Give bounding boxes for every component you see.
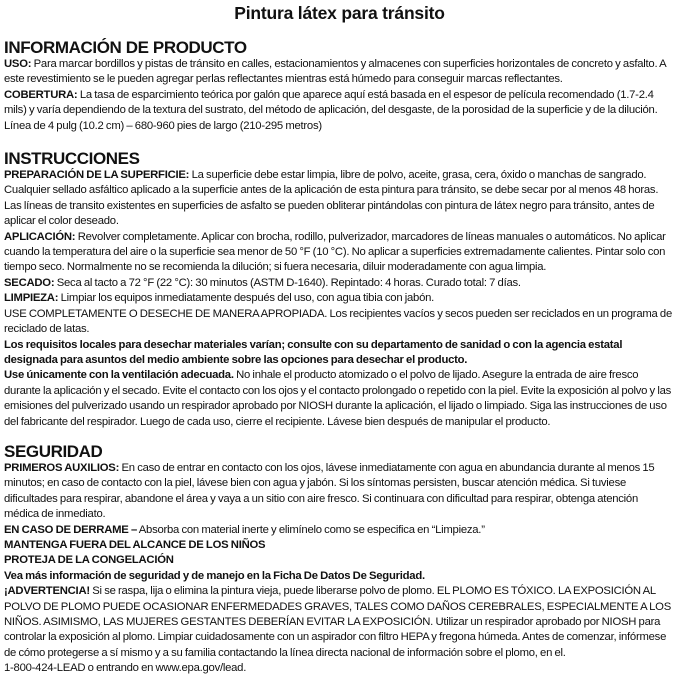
secado-label: SECADO: [4,276,55,289]
advertencia-label: ¡ADVERTENCIA! [4,585,90,598]
advertencia-paragraph [4,584,675,661]
secado-paragraph [4,276,675,291]
advertencia-text: Si se raspa, lija o elimina la pintura vieja, puede liberarse polvo de plomo. EL PLOMO ES TÓXICO. LA EXPOSICIÓN AL POLVO DE PLOMO PUEDE OCASIONAR ENFERMEDADES GRAVES, TALES COMO DAÑOS CEREBRALES, ESPECIALMENTE A LOS NIÑOS. ASIMISMO, LAS MUJERES GESTANTES DEBERÍAN EVITAR LA EXPOSICIÓN. Utilizar un respirador aprobado por NIOSH para controlar la exposición al plomo. Limpiar cuidadosamente con un aspirador con filtro HEPA y fregona húmeda. Antes de comenzar, infórmese de cómo protegerse a sí mismo y a su familia contactando la línea directa nacional de información sobre el plomo, en el. [4,585,671,659]
phone-line: 1-800-424-LEAD o entrando en www.epa.gov/lead. [4,662,247,675]
secado-text: Seca al tacto a 72 °F (22 °C): 30 minutos (ASTM D-1640). Repintado: 4 horas. Curado total: 7 días. [54,276,521,289]
auxilios-label: PRIMEROS AUXILIOS: [4,461,120,474]
use-paragraph: USE COMPLETAMENTE O DESECHE DE MANERA APROPIADA. Los recipientes vacíos y secos pueden ser reciclados en un programa de reciclado de latas. [4,307,672,336]
label-document [0,2,679,677]
aplicacion-text: Revolver completamente. Aplicar con brocha, rodillo, pulverizador, marcadores de líneas manuales o automáticos. No aplicar cuando la temperatura del aire o la superficie sea menor de 50 °F (10 °C). No aplicar a superficies extremadamente calientes. Pintar solo con tiempo seco. Normalmente no se recomienda la dilución; si fuera necesaria, diluir moderadamente con agua limpia. [4,230,666,274]
ventilacion-label: Use únicamente con la ventilación adecuada. [4,369,234,382]
document-title: Pintura látex para tránsito [234,3,445,23]
uso-paragraph [4,57,675,88]
limpieza-text: Limpiar los equipos inmediatamente después del uso, con agua tibia con jabón. [58,292,435,305]
aplicacion-label: APLICACIÓN: [4,230,76,243]
prep-text: La superficie debe estar limpia, libre de polvo, aceite, grasa, cera, óxido o manchas de sangrado. Cualquier sellado asfáltico aplicado a la superficie antes de la aplicación de esta pintura para tránsito, se debe secar por al menos 48 horas. Las líneas de transito existentes en superficies de asfalto se pueden obliterar pintándolas con pintura de látex negro para tránsito, antes de aplicar el color deseado. [4,169,659,228]
requisitos-paragraph: Los requisitos locales para desechar materiales varían; consulte con su departamento de sanidad o con la agencia estatal designada para asuntos del medio ambiente sobre las opciones para desechar el producto. [4,338,623,366]
cobertura-label: COBERTURA: [4,88,78,101]
safety-heading: SEGURIDAD [4,441,103,461]
limpieza-label: LIMPIEZA: [4,292,59,305]
uso-text: Para marcar bordillos y pistas de tránsito en calles, estacionamientos y almacenes con superficies horizontales de concreto y asfalto. A este revestimiento se le pueden agregar perlas reflectantes mientras está húmedo para conseguir marcas reflectantes. [4,58,666,86]
limpieza-paragraph [4,291,675,306]
prep-label: PREPARACIÓN DE LA SUPERFICIE: [4,169,190,182]
uso-label: USO: [4,58,32,70]
aplicacion-paragraph [4,230,675,276]
auxilios-text: En caso de entrar en contacto con los ojos, lávese inmediatamente con agua en abundancia durante al menos 15 minutos; en caso de contacto con la piel, lávese bien con agua y jabón. Si los síntomas persisten, buscar atención médica. Si tuviese dificultades para respirar, abandone el área y vaya a un sitio con aire fresco. Si continuara con dificultad para respirar, obtenga atención médica de inmediato. [4,461,655,521]
congelacion-warning: PROTEJA DE LA CONGELACIÓN [4,554,174,567]
ventilacion-text: No inhale el producto atomizado o el polvo de lijado. Asegure la entrada de aire fresco durante la aplicación y el secado. Evite el contacto con los ojos y el contacto prolongado o repetido con la piel. Evite la exposición al polvo y las emisiones del pulverizado usando un respirador aprobado por NIOSH durante la aplicación, el lijado o limpiado. Siga las instrucciones de uso del fabricante del respirador. Luego de cada uso, cierre el recipiente. Lávese bien después de manipular el producto. [4,369,672,428]
ficha-notice: Vea más información de seguridad y de manejo en la Ficha De Datos De Seguridad. [4,569,425,582]
ventilacion-paragraph [4,368,675,430]
cobertura-text: La tasa de esparcimiento teórica por galón que aparece aquí está basada en el espesor de película recomendado (1.7-2.4 mils) y varía dependiendo de la textura del sustrato, del método de aplicación, del desgaste, de la porosidad de la superficie y de la dilución. [4,88,658,117]
derrame-text: Absorba con material inerte y elimínelo como se especifica en “Limpieza.” [136,523,485,536]
product-info-heading: INFORMACIÓN DE PRODUCTO [4,38,247,57]
auxilios-paragraph [4,461,675,523]
prep-paragraph [4,168,675,230]
ninos-warning: MANTENGA FUERA DEL ALCANCE DE LOS NIÑOS [4,538,266,551]
derrame-paragraph [4,523,675,538]
cobertura-paragraph [4,88,675,119]
linea-paragraph: Línea de 4 pulg (10.2 cm) – 680-960 pies de largo (210-295 metros) [4,119,322,132]
derrame-label: EN CASO DE DERRAME – [4,523,137,536]
instructions-heading: INSTRUCCIONES [4,149,140,169]
